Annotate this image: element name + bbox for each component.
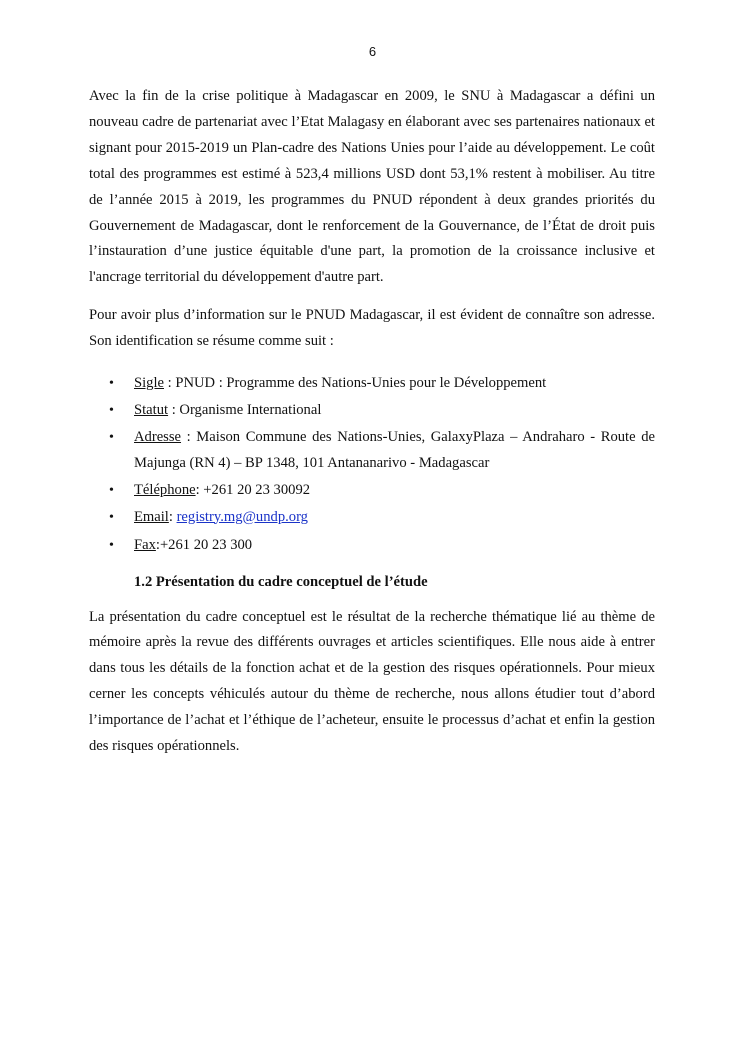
email-separator: : (168, 508, 177, 525)
paragraph-conceptual-framework: La présentation du cadre conceptuel est le résultat de la recherche thématique lié au thème de mémoire après la revue des différents ouvrages et articles scientifiques. Elle nous aide à entrer dans tous les détails de la fonction achat et de la gestion des risques opérationnels. Pour mieux cerner les concepts véhiculés autour du thème de recherche, nous allons étudier tout d’abord l’importance de l’achat et l’éthique de l’acheteur, ensuite le processus d’achat et enfin la gestion des risques opérationnels. (89, 608, 655, 755)
adresse-label: Adresse (134, 429, 182, 446)
bullet-icon: • (109, 430, 114, 446)
bullet-icon: • (109, 482, 114, 498)
paragraph-spacer (89, 291, 655, 303)
statut-value: : Organisme International (168, 402, 322, 419)
section-heading: 1.2 Présentation du cadre conceptuel de l’étude (134, 573, 428, 590)
list-item-adresse (89, 425, 655, 476)
telephone-value: : +261 20 23 30092 (195, 481, 311, 498)
bullet-icon: • (109, 509, 114, 525)
list-item-sigle (89, 371, 655, 397)
bullet-icon: • (109, 376, 114, 392)
sigle-value: : PNUD : Programme des Nations-Unies pour le Développement (164, 375, 547, 392)
fax-label: Fax (134, 537, 156, 554)
bullet-icon: • (109, 538, 114, 554)
list-item-statut (89, 398, 655, 424)
fax-value: :+261 20 23 300 (155, 537, 253, 554)
list-item-telephone (89, 478, 655, 504)
adresse-value: : Maison Commune des Nations-Unies, GalaxyPlaza – Andraharo - Route de Majunga (RN 4) – BP 1348, 101 Antananarivo - Madagascar (134, 429, 655, 471)
telephone-label: Téléphone (134, 481, 196, 498)
email-link[interactable]: registry.mg@undp.org (176, 508, 308, 525)
identification-list (89, 371, 655, 559)
sigle-label: Sigle (134, 375, 164, 392)
page-content (89, 84, 655, 760)
email-label: Email (134, 508, 169, 525)
bullet-icon: • (109, 403, 114, 419)
paragraph-snu-framework: Avec la fin de la crise politique à Madagascar en 2009, le SNU à Madagascar a défini un nouveau cadre de partenariat avec l’Etat Malagasy en élaborant avec ses partenaires nationaux et signant pour 2015-2019 un Plan-cadre des Nations Unies pour l’aide au développement. Le coût total des programmes est estimé à 523,4 millions USD dont 53,1% restent à mobiliser. Au titre de l’année 2015 à 2019, les programmes du PNUD répondent à deux grandes priorités du Gouvernement de Madagascar, dont le renforcement de la Gouvernance, de l’État de droit puis l’instauration d’une justice équitable d'une part, la promotion de la croissance inclusive et l'ancrage territorial du développement d'autre part. (89, 88, 655, 286)
list-item-email (89, 505, 655, 531)
paragraph-pnud-intro: Pour avoir plus d’information sur le PNUD Madagascar, il est évident de connaître son adresse. Son identification se résume comme suit : (89, 307, 655, 350)
page-number: 6 (368, 44, 377, 59)
paragraph-spacer (89, 595, 655, 605)
statut-label: Statut (134, 402, 169, 419)
list-item-fax (89, 533, 655, 559)
